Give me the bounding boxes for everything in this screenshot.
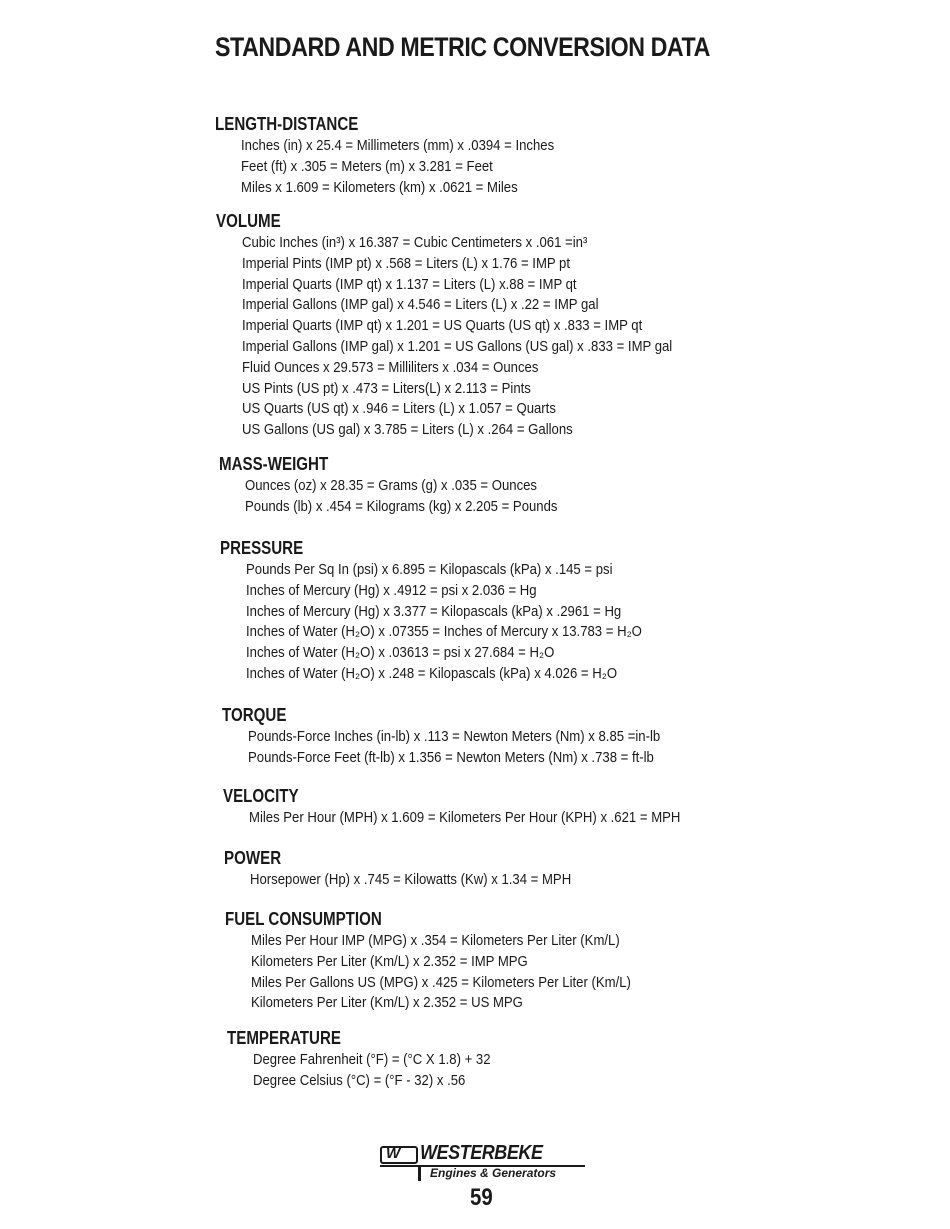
conversion-line: Miles x 1.609 = Kilometers (km) x .0621 = Miles	[241, 179, 518, 196]
conversion-line: Degree Fahrenheit (°F) = (°C X 1.8) + 32	[253, 1052, 491, 1068]
conversion-line: Imperial Pints (IMP pt) x .568 = Liters (L) x 1.76 = IMP pt	[242, 255, 571, 272]
section-heading: TORQUE	[222, 705, 287, 725]
section-heading: POWER	[224, 848, 282, 868]
conversion-line: Degree Celsius (°C) = (°F - 32) x .56	[253, 1072, 466, 1089]
section-heading: VELOCITY	[223, 786, 299, 806]
section-heading: MASS-WEIGHT	[219, 454, 329, 474]
logo-stem	[418, 1165, 421, 1181]
section-pressure	[220, 537, 686, 685]
conversion-line: US Gallons (US gal) x 3.785 = Liters (L) x .264 = Gallons	[242, 422, 573, 439]
logo-emblem-icon: W	[380, 1146, 418, 1164]
section-heading: LENGTH-DISTANCE	[215, 114, 359, 134]
section-power	[224, 847, 607, 891]
conversion-line: Kilometers Per Liter (Km/L) x 2.352 = US MPG	[251, 995, 523, 1012]
conversion-line: Fluid Ounces x 29.573 = Milliliters x .034 = Ounces	[242, 359, 539, 376]
page-title: STANDARD AND METRIC CONVERSION DATA	[215, 32, 710, 62]
logo-tagline: Engines & Generators	[430, 1166, 557, 1180]
section-heading: PRESSURE	[220, 538, 304, 558]
conversion-line: Kilometers Per Liter (Km/L) x 2.352 = IMP MPG	[251, 953, 528, 970]
section-temperature	[227, 1027, 517, 1092]
section-mass-weight	[219, 453, 592, 518]
conversion-line: Imperial Quarts (IMP qt) x 1.137 = Liters (L) x.88 = IMP qt	[242, 276, 577, 293]
conversion-line: Miles Per Gallons US (MPG) x .425 = Kilometers Per Liter (Km/L)	[251, 974, 631, 991]
conversion-line: Inches of Mercury (Hg) x 3.377 = Kilopascals (kPa) x .2961 = Hg	[246, 603, 622, 620]
section-length-distance	[215, 113, 589, 198]
logo-brand-name: WESTERBEKE	[420, 1142, 543, 1164]
westerbeke-logo	[378, 1142, 588, 1182]
conversion-line: Inches (in) x 25.4 = Millimeters (mm) x .0394 = Inches	[241, 138, 555, 154]
conversion-line: Imperial Quarts (IMP qt) x 1.201 = US Quarts (US qt) x .833 = IMP qt	[242, 318, 643, 335]
section-heading: TEMPERATURE	[227, 1028, 341, 1048]
conversion-line: US Pints (US pt) x .473 = Liters(L) x 2.113 = Pints	[242, 380, 531, 397]
section-torque	[222, 704, 706, 769]
conversion-line: Inches of Mercury (Hg) x .4912 = psi x 2.036 = Hg	[246, 582, 537, 599]
section-heading: FUEL CONSUMPTION	[225, 909, 382, 929]
conversion-line: Pounds-Force Feet (ft-lb) x 1.356 = Newton Meters (Nm) x .738 = ft-lb	[248, 749, 654, 766]
conversion-line: Inches of Water (H₂O) x .07355 = Inches of Mercury x 13.783 = H₂O	[246, 624, 642, 641]
page-number: 59	[470, 1184, 493, 1211]
conversion-line: Ounces (oz) x 28.35 = Grams (g) x .035 = Ounces	[245, 478, 538, 494]
conversion-line: US Quarts (US qt) x .946 = Liters (L) x 1.057 = Quarts	[242, 401, 556, 418]
section-volume	[216, 210, 720, 441]
conversion-line: Feet (ft) x .305 = Meters (m) x 3.281 = Feet	[241, 158, 493, 175]
conversion-line: Pounds (lb) x .454 = Kilograms (kg) x 2.205 = Pounds	[245, 498, 558, 515]
conversion-line: Miles Per Hour (MPH) x 1.609 = Kilometers Per Hour (KPH) x .621 = MPH	[249, 810, 681, 826]
section-velocity	[223, 785, 728, 829]
conversion-line: Pounds Per Sq In (psi) x 6.895 = Kilopascals (kPa) x .145 = psi	[246, 562, 613, 578]
conversion-line: Cubic Inches (in³) x 16.387 = Cubic Centimeters x .061 =in³	[242, 235, 588, 251]
section-heading: VOLUME	[216, 211, 281, 231]
conversion-line: Inches of Water (H₂O) x .248 = Kilopascals (kPa) x 4.026 = H₂O	[246, 665, 618, 682]
conversion-line: Imperial Gallons (IMP gal) x 1.201 = US Gallons (US gal) x .833 = IMP gal	[242, 338, 673, 355]
section-fuel-consumption	[225, 908, 673, 1014]
page-footer	[378, 1142, 588, 1222]
conversion-line: Pounds-Force Inches (in-lb) x .113 = Newton Meters (Nm) x 8.85 =in-lb	[248, 729, 661, 745]
conversion-line: Imperial Gallons (IMP gal) x 4.546 = Liters (L) x .22 = IMP gal	[242, 297, 599, 314]
conversion-line: Miles Per Hour IMP (MPG) x .354 = Kilometers Per Liter (Km/L)	[251, 933, 620, 949]
conversion-line: Horsepower (Hp) x .745 = Kilowatts (Kw) x 1.34 = MPH	[250, 872, 572, 888]
conversion-line: Inches of Water (H₂O) x .03613 = psi x 27.684 = H₂O	[246, 645, 555, 662]
